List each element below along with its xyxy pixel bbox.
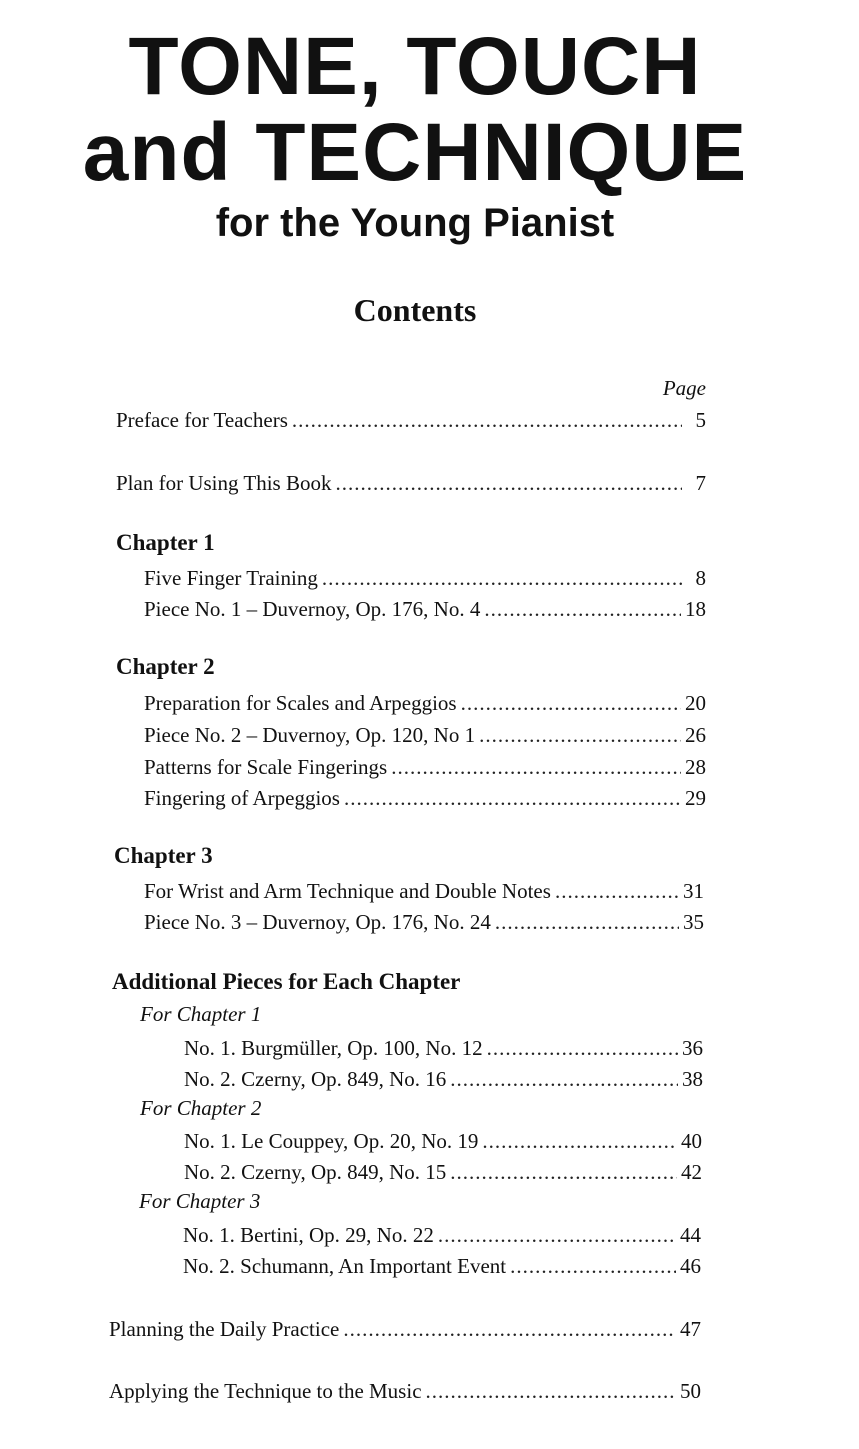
dot-leader bbox=[450, 1065, 678, 1093]
toc-entry-page: 28 bbox=[685, 755, 706, 779]
dot-leader bbox=[426, 1377, 676, 1405]
dot-leader bbox=[484, 595, 681, 623]
toc-entry-ch3-2 bbox=[144, 908, 704, 936]
contents-heading: Contents bbox=[353, 292, 477, 328]
toc-entry-plan bbox=[116, 469, 706, 497]
toc-entry-add2-2 bbox=[184, 1158, 702, 1186]
toc-entry-add2-1 bbox=[184, 1127, 702, 1155]
toc-entry-ch2-3 bbox=[144, 753, 706, 781]
dot-leader bbox=[322, 564, 682, 592]
toc-entry-page: 50 bbox=[680, 1379, 701, 1403]
dot-leader bbox=[482, 1127, 677, 1155]
toc-entry-add1-2 bbox=[184, 1065, 703, 1093]
toc-entry-label: Piece No. 1 – Duvernoy, Op. 176, No. 4 bbox=[144, 597, 481, 621]
toc-entry-ch1-2 bbox=[144, 595, 706, 623]
toc-entry-ch3-1 bbox=[144, 877, 704, 905]
toc-entry-label: For Wrist and Arm Technique and Double Notes bbox=[144, 879, 551, 903]
toc-entry-add1-1 bbox=[184, 1034, 703, 1062]
toc-entry-ch2-4 bbox=[144, 784, 706, 812]
book-title-line-1: TONE, TOUCH bbox=[128, 21, 702, 112]
book-subtitle: for the Young Pianist bbox=[215, 201, 615, 245]
toc-entry-add3-2 bbox=[183, 1252, 701, 1280]
dot-leader bbox=[461, 689, 681, 717]
toc-entry-label: Planning the Daily Practice bbox=[109, 1317, 340, 1341]
chapter-3-heading: Chapter 3 bbox=[114, 843, 213, 868]
dot-leader bbox=[450, 1158, 677, 1186]
dot-leader bbox=[391, 753, 681, 781]
dot-leader bbox=[555, 877, 679, 905]
chapter-1-heading: Chapter 1 bbox=[116, 530, 215, 555]
toc-entry-page: 42 bbox=[681, 1160, 702, 1184]
toc-entry-page: 46 bbox=[680, 1254, 701, 1278]
toc-entry-page: 31 bbox=[683, 879, 704, 903]
toc-entry-label: No. 1. Burgmüller, Op. 100, No. 12 bbox=[184, 1036, 483, 1060]
toc-entry-page: 18 bbox=[685, 597, 706, 621]
toc-entry-page: 47 bbox=[680, 1317, 701, 1341]
toc-entry-preface bbox=[116, 406, 706, 434]
for-chapter-3-heading: For Chapter 3 bbox=[139, 1189, 261, 1213]
dot-leader bbox=[335, 469, 682, 497]
toc-entry-page: 7 bbox=[695, 471, 706, 495]
additional-pieces-heading: Additional Pieces for Each Chapter bbox=[112, 969, 461, 994]
toc-entry-label: No. 2. Czerny, Op. 849, No. 15 bbox=[184, 1160, 447, 1184]
book-title-line-2: and TECHNIQUE bbox=[82, 107, 748, 198]
toc-entry-page: 35 bbox=[683, 910, 704, 934]
toc-entry-ch2-1 bbox=[144, 689, 706, 717]
toc-entry-applying-technique bbox=[109, 1377, 701, 1405]
toc-entry-page: 38 bbox=[682, 1067, 703, 1091]
toc-entry-label: Preparation for Scales and Arpeggios bbox=[144, 691, 457, 715]
toc-entry-label: Piece No. 3 – Duvernoy, Op. 176, No. 24 bbox=[144, 910, 491, 934]
toc-entry-ch2-2 bbox=[144, 721, 706, 749]
dot-leader bbox=[487, 1034, 678, 1062]
toc-entry-label: Fingering of Arpeggios bbox=[144, 786, 340, 810]
dot-leader bbox=[344, 784, 681, 812]
toc-entry-label: Piece No. 2 – Duvernoy, Op. 120, No 1 bbox=[144, 723, 476, 747]
page-column-label: Page bbox=[662, 376, 706, 400]
toc-entry-label: No. 2. Schumann, An Important Event bbox=[183, 1254, 507, 1278]
for-chapter-1-heading: For Chapter 1 bbox=[140, 1002, 262, 1026]
dot-leader bbox=[438, 1221, 676, 1249]
toc-entry-add3-1 bbox=[183, 1221, 701, 1249]
toc-entry-label: Applying the Technique to the Music bbox=[109, 1379, 422, 1403]
toc-entry-label: No. 1. Bertini, Op. 29, No. 22 bbox=[183, 1223, 434, 1247]
toc-entry-page: 8 bbox=[695, 566, 706, 590]
toc-entry-page: 26 bbox=[685, 723, 706, 747]
toc-entry-page: 40 bbox=[681, 1129, 702, 1153]
toc-entry-label: Patterns for Scale Fingerings bbox=[144, 755, 388, 779]
toc-entry-label: Five Finger Training bbox=[144, 566, 318, 590]
dot-leader bbox=[292, 406, 682, 434]
toc-entry-page: 44 bbox=[680, 1223, 701, 1247]
toc-entry-ch1-1 bbox=[144, 564, 706, 592]
chapter-2-heading: Chapter 2 bbox=[116, 654, 215, 679]
for-chapter-2-heading: For Chapter 2 bbox=[140, 1096, 262, 1120]
dot-leader bbox=[479, 721, 681, 749]
toc-entry-label: No. 1. Le Couppey, Op. 20, No. 19 bbox=[184, 1129, 479, 1153]
toc-entry-label: Plan for Using This Book bbox=[116, 471, 332, 495]
toc-entry-label: Preface for Teachers bbox=[116, 408, 288, 432]
dot-leader bbox=[343, 1315, 676, 1343]
toc-entry-label: No. 2. Czerny, Op. 849, No. 16 bbox=[184, 1067, 447, 1091]
dot-leader bbox=[495, 908, 679, 936]
toc-entry-daily-practice bbox=[109, 1315, 701, 1343]
dot-leader bbox=[510, 1252, 676, 1280]
toc-entry-page: 20 bbox=[685, 691, 706, 715]
toc-entry-page: 5 bbox=[695, 408, 706, 432]
toc-entry-page: 36 bbox=[682, 1036, 703, 1060]
toc-entry-page: 29 bbox=[685, 786, 706, 810]
